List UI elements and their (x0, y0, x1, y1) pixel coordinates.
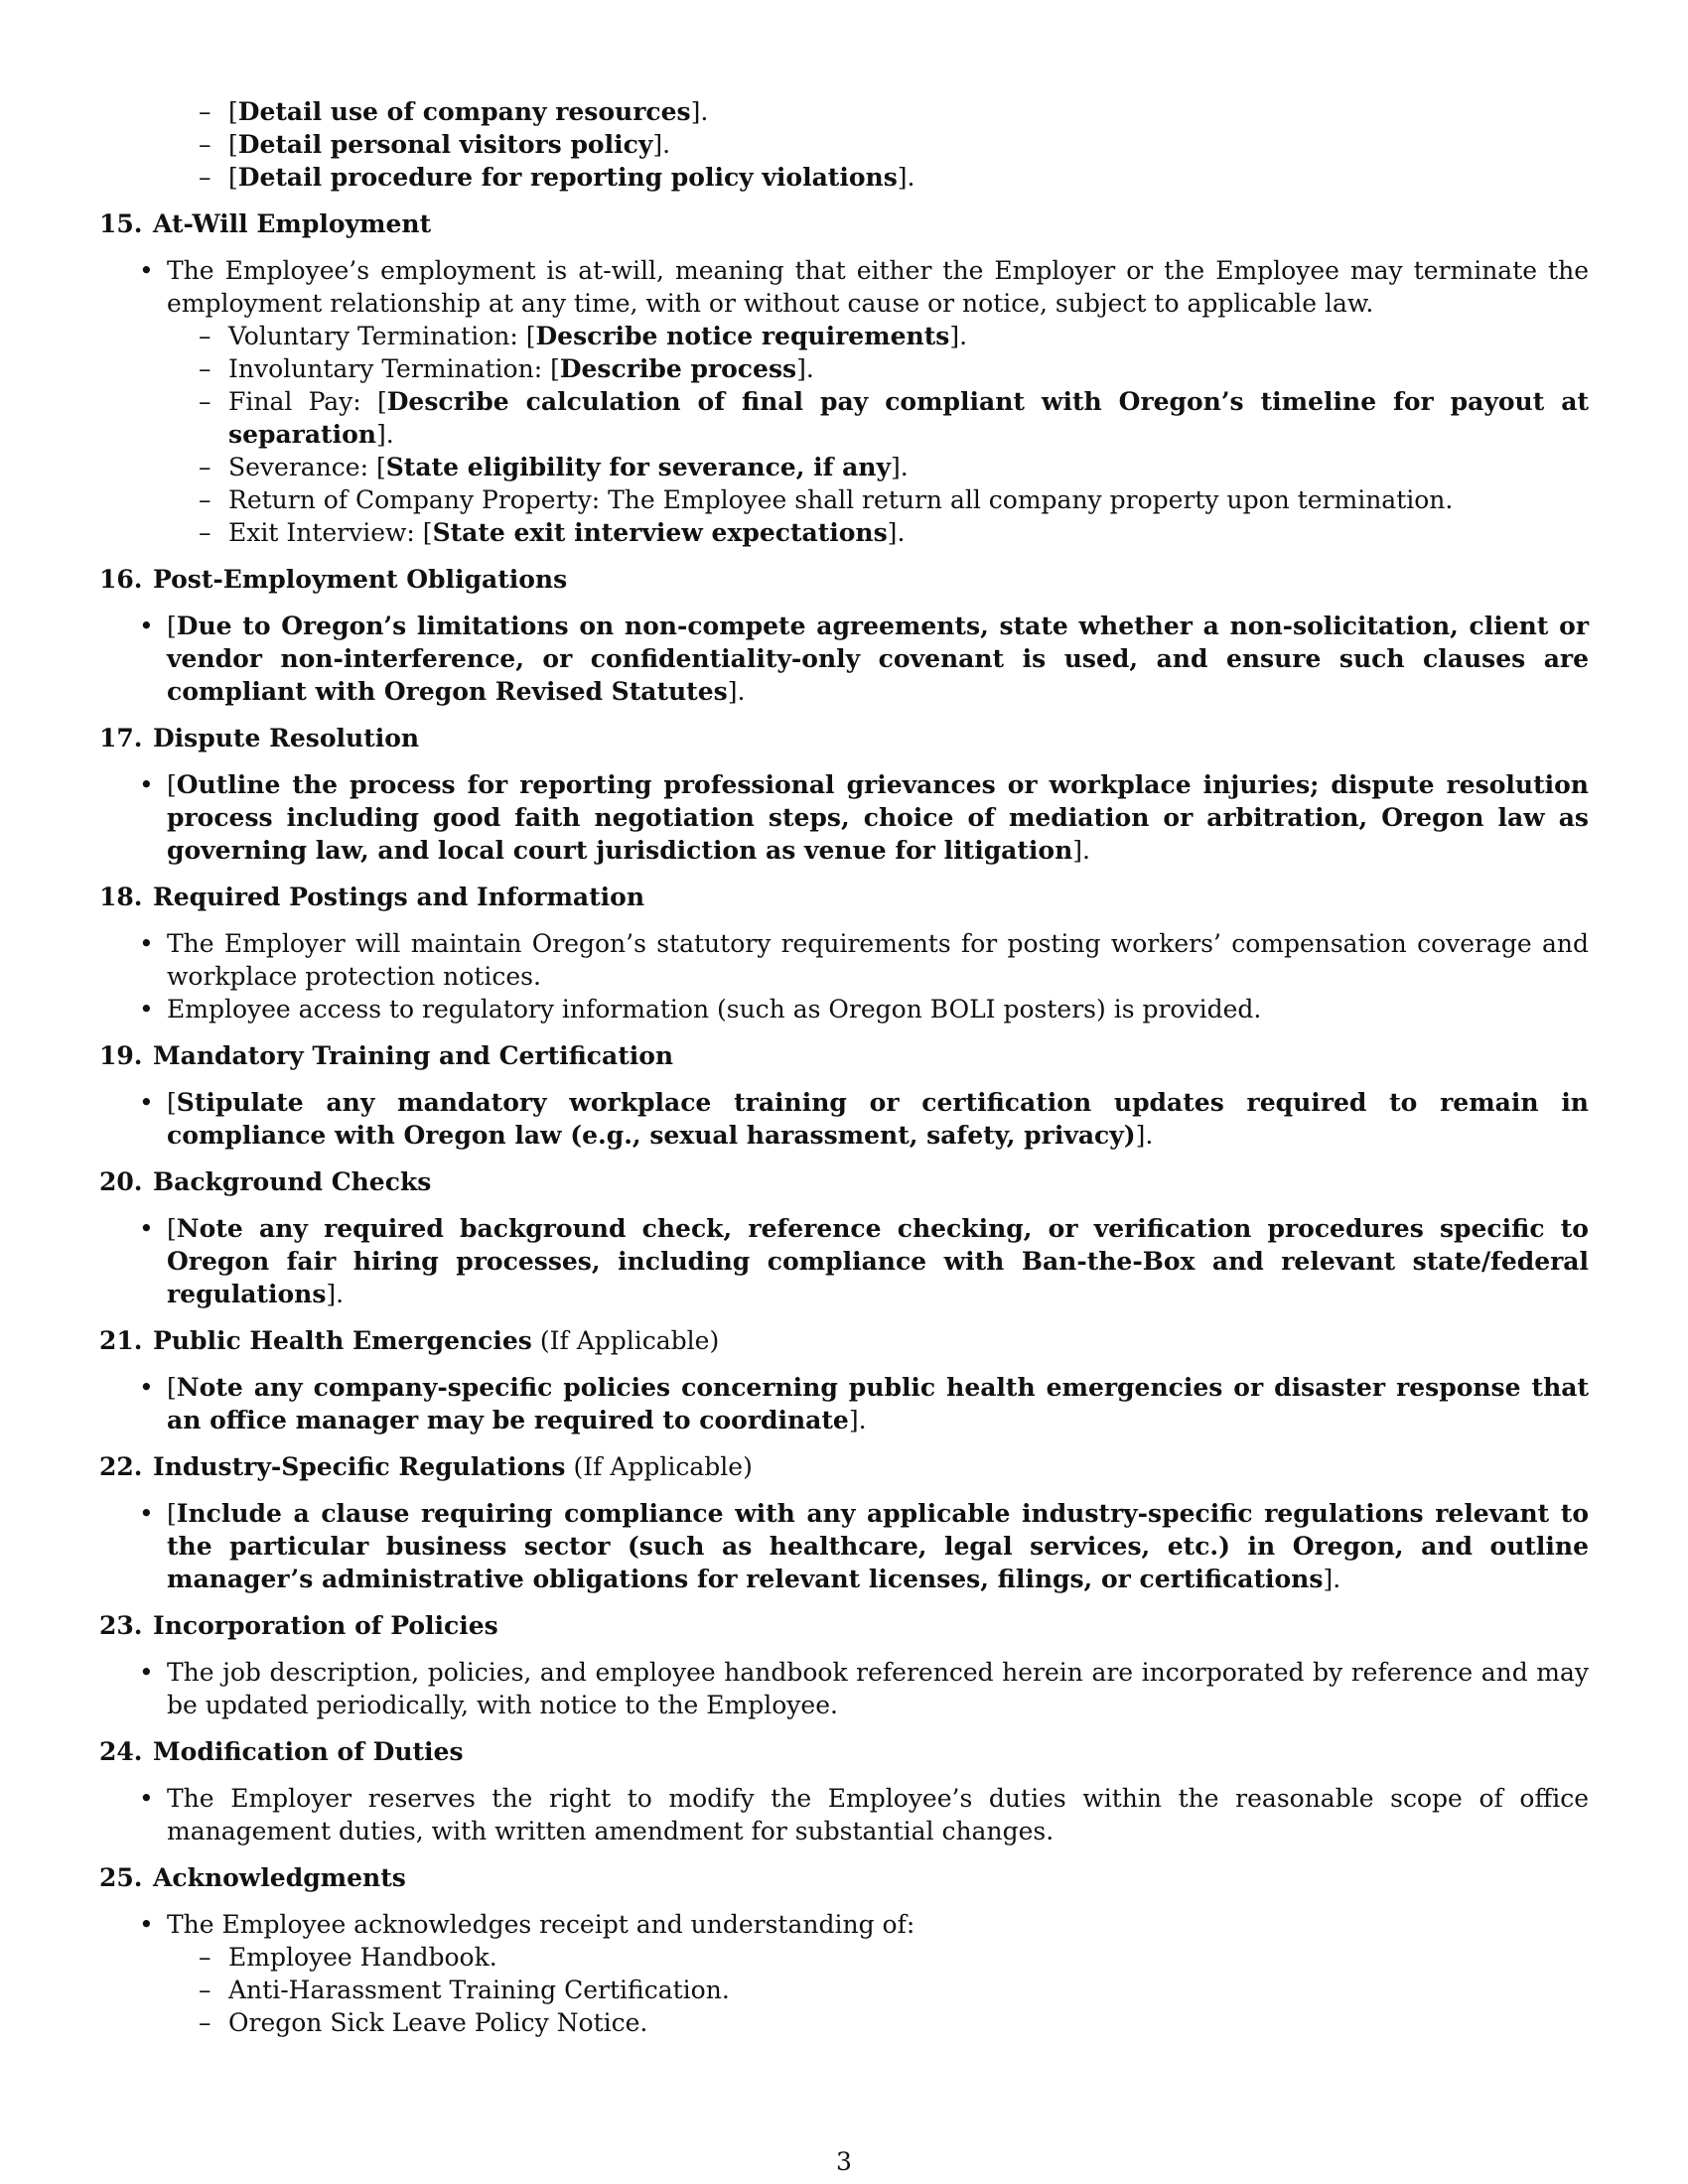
section-title: Post-Employment Obligations (153, 565, 568, 594)
section-heading: 15. At-Will Employment (99, 209, 432, 238)
dash-list (167, 1941, 1589, 2039)
bullet-item: • The Employee acknowledges receipt and understanding of: – Employee Handbook. – Anti-Harassment Training Certification. – Oregon Sick Leave Policy Notice. (167, 1908, 1589, 2039)
section-24 (99, 1735, 1589, 1847)
bullet-item: • The Employer will maintain Oregon’s statutory requirements for posting workers’ compensation coverage and workplace protection notices. (167, 927, 1589, 993)
section-heading: 23. Incorporation of Policies (99, 1611, 498, 1640)
section-20 (99, 1165, 1589, 1310)
dash-item: – Severance: [State eligibility for severance, if any]. (228, 451, 1589, 483)
section-19 (99, 1039, 1589, 1152)
bullet-item: • The Employer reserves the right to modify the Employee’s duties within the reasonable scope of office management duties, with written amendment for substantial changes. (167, 1782, 1589, 1847)
section-23 (99, 1609, 1589, 1721)
section-title: Modification of Duties (153, 1737, 464, 1766)
continued-dash-list (99, 95, 1589, 194)
section-heading: 20. Background Checks (99, 1167, 432, 1196)
section-heading: 22. Industry-Specific Regulations (If Applicable) (99, 1452, 753, 1481)
section-title: Incorporation of Policies (153, 1611, 498, 1640)
bullet-list (99, 768, 1589, 867)
section-21 (99, 1324, 1589, 1436)
section-22 (99, 1450, 1589, 1595)
section-16 (99, 563, 1589, 708)
dash-item: – Employee Handbook. (228, 1941, 1589, 1974)
bullet-list (99, 1086, 1589, 1152)
bullet-item: • [Outline the process for reporting professional grievances or workplace injuries; dispute resolution process including good faith negotiation steps, choice of mediation or arbitration, Oregon law as governing law, and local court jurisdiction as venue for litigation]. (167, 768, 1589, 867)
bullet-item: • The Employee’s employment is at-will, meaning that either the Employer or the Employee may terminate the employment relationship at any time, with or without cause or notice, subject to applicable law. – Voluntary Termination: [Describe notice requirements]. – Involuntary Termination: [Describe process]. – Final Pay: [Describe calculation of final pay compliant with Oregon’s timeline for payout at separation]. – Severance: [State eligibility for severance, if any]. – Return of Company Property: The Employee shall return all company property upon termination. – Exit Interview: [State exit interview expectations]. (167, 254, 1589, 549)
section-25 (99, 1861, 1589, 2039)
bullet-item: • [Include a clause requiring compliance with any applicable industry-specific regulations relevant to the particular business sector (such as healthcare, legal services, etc.) in Oregon, and outline manager’s administrative obligations for relevant licenses, filings, or certifications]. (167, 1497, 1589, 1595)
bullet-list (99, 1656, 1589, 1721)
bullet-list (99, 1212, 1589, 1310)
section-note: (If Applicable) (539, 1326, 720, 1355)
section-note: (If Applicable) (573, 1452, 753, 1481)
dash-item: – Anti-Harassment Training Certification. (228, 1974, 1589, 2006)
section-title: Mandatory Training and Certification (153, 1041, 674, 1070)
section-title: Background Checks (153, 1167, 432, 1196)
section-title: At-Will Employment (153, 209, 432, 238)
bullet-list (99, 1782, 1589, 1847)
bullet-item: • [Stipulate any mandatory workplace training or certification updates required to remain in compliance with Oregon law (e.g., sexual harassment, safety, privacy)]. (167, 1086, 1589, 1152)
section-18 (99, 881, 1589, 1025)
dash-item: – Final Pay: [Describe calculation of final pay compliant with Oregon’s timeline for payout at separation]. (228, 385, 1589, 451)
bullet-item: • [Due to Oregon’s limitations on non-compete agreements, state whether a non-solicitation, client or vendor non-interference, or confidentiality-only covenant is used, and ensure such clauses are compliant with Oregon Revised Statutes]. (167, 610, 1589, 708)
bullet-list (99, 610, 1589, 708)
dash-item: – Exit Interview: [State exit interview expectations]. (228, 516, 1589, 549)
section-title: Dispute Resolution (153, 724, 420, 752)
bullet-item: • [Note any company-specific policies concerning public health emergencies or disaster response that an office manager may be required to coordinate]. (167, 1371, 1589, 1436)
bullet-list (99, 1371, 1589, 1436)
section-heading: 16. Post-Employment Obligations (99, 565, 568, 594)
bullet-list (99, 1908, 1589, 2039)
section-heading: 18. Required Postings and Information (99, 883, 645, 911)
bullet-item: • [Note any required background check, reference checking, or verification procedures specific to Oregon fair hiring processes, including compliance with Ban-the-Box and relevant state/federal regulations]. (167, 1212, 1589, 1310)
section-heading: 21. Public Health Emergencies (If Applicable) (99, 1326, 720, 1355)
section-heading: 25. Acknowledgments (99, 1863, 406, 1892)
dash-item: – [Detail use of company resources]. (228, 95, 1589, 128)
section-heading: 17. Dispute Resolution (99, 724, 420, 752)
dash-item: – [Detail personal visitors policy]. (228, 128, 1589, 161)
section-title: Industry-Specific Regulations (153, 1452, 566, 1481)
section-17 (99, 722, 1589, 867)
bullet-list (99, 1497, 1589, 1595)
section-title: Required Postings and Information (153, 883, 645, 911)
section-heading: 24. Modification of Duties (99, 1737, 464, 1766)
dash-item: – Return of Company Property: The Employee shall return all company property upon termination. (228, 483, 1589, 516)
section-title: Acknowledgments (153, 1863, 406, 1892)
dash-item: – Involuntary Termination: [Describe process]. (228, 352, 1589, 385)
dash-item: – [Detail procedure for reporting policy violations]. (228, 161, 1589, 194)
section-heading: 19. Mandatory Training and Certification (99, 1041, 674, 1070)
section-15 (99, 207, 1589, 549)
bullet-list (99, 927, 1589, 1025)
bullet-list (99, 254, 1589, 549)
dash-item: – Voluntary Termination: [Describe notice requirements]. (228, 320, 1589, 352)
dash-item: – Oregon Sick Leave Policy Notice. (228, 2006, 1589, 2039)
bullet-item: • Employee access to regulatory information (such as Oregon BOLI posters) is provided. (167, 993, 1589, 1025)
section-title: Public Health Emergencies (153, 1326, 532, 1355)
page-content (99, 95, 1589, 2039)
bullet-item: • The job description, policies, and employee handbook referenced herein are incorporated by reference and may be updated periodically, with notice to the Employee. (167, 1656, 1589, 1721)
dash-list (167, 320, 1589, 549)
page-number: 3 (836, 2147, 852, 2176)
